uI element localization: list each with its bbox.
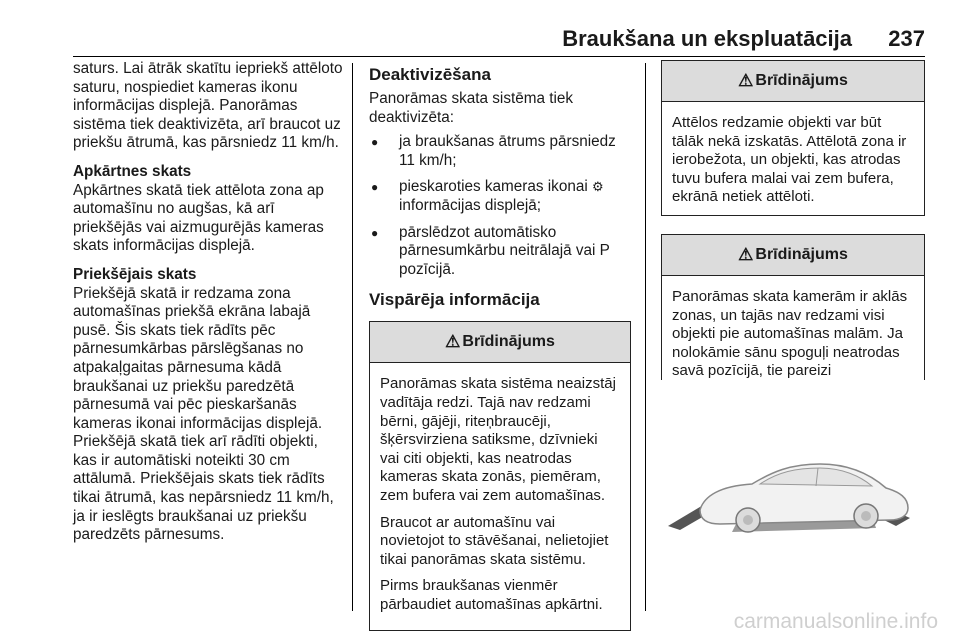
page-header: [0, 0, 960, 56]
warning-header: ⚠ Brīdinājums: [662, 61, 924, 102]
surround-view-heading: Apkārtnes skats: [73, 162, 192, 180]
column-left: [73, 60, 343, 555]
column-divider: [352, 63, 353, 611]
deactivation-heading: Deaktivizēšana: [369, 65, 491, 84]
general-info-heading: Vispārēja informācija: [369, 290, 540, 310]
warning-header: ⚠ Brīdinājums: [370, 322, 630, 363]
front-section: [73, 266, 343, 545]
list-item: ● ja braukšanas ātrums pārsniedz 11 km/h;: [369, 133, 631, 170]
warning-box: [661, 60, 925, 216]
chapter-title: Braukšana un ekspluatācija: [562, 26, 852, 51]
watermark: carmanualsonline.info: [733, 610, 938, 633]
warning-icon: ⚠: [445, 332, 461, 352]
column-divider: [645, 63, 646, 611]
column-middle: [369, 60, 631, 643]
warning-body: Panorāmas skata kamerām ir aklās zonas, un tajās nav redzami visi objekti pie automašīnas malām. Ja nolokāmie sānu spoguļi neatrodas savā pozīcijā, tie pareizi: [672, 287, 908, 380]
page-number: 237: [888, 26, 925, 51]
surround-view-text: Apkārtnes skatā tiek attēlota zona ap automašīnu no augšas, kā arī priekšējās vai aizmugurējās kameras skats informācijas displejā.: [73, 181, 324, 255]
warning-body: Attēlos redzamie objekti var būt tālāk nekā izskatās. Attēlotā zona ir ierobežota, un objekti, kas atrodas tuvu bufera malai vai zem bufera, ekrānā netiek attēloti.: [672, 114, 907, 206]
column-right: [661, 60, 925, 421]
header-rule: [73, 56, 925, 57]
surround-section: [73, 163, 343, 256]
warning-body: Panorāmas skata sistēma neaizstāj vadītāja redzi. Tajā nav redzami bērni, gājēji, riteņbraucēji, šķērsvirziena satiksme, dzīvnieki vai citi objekti, kas neatrodas kameras skata zonās, piemēram, zem bufera vai zem automašīnas. Braucot ar automašīnu vai novietojot to stāvēšanai, nelietojiet tikai panorāmas skata sistēmu. Pirms braukšanas vienmēr pārbaudiet automašīnas apkārtni.: [380, 375, 616, 613]
car-illustration: [660, 380, 926, 606]
intro-paragraph: saturs. Lai ātrāk skatītu iepriekš attēloto saturu, nospiediet kameras ikonu informācijas displejā. Panorāmas sistēma tiek deaktivizēta, arī braucot uz priekšu ātrumā, kas pārsniedz 11 km/h.: [73, 60, 343, 152]
warning-box: [369, 321, 631, 631]
deactivation-intro: Panorāmas skata sistēma tiek deaktivizēta:: [369, 90, 574, 126]
front-view-text: Priekšējā skatā ir redzama zona automašīnas priekšā ekrāna labajā pusē. Šis skats tiek rādīts pēc pārnesumkārbas pārslēgšanas no atpakaļgaitas pārnesuma kādā braukšanai uz priekšu paredzētā pārnesumā vai pēc pieskaršanās kameras ikonai informācijas displejā. Priekšējā skatā tiek arī rādīti objekti, kas ir automātiski noteikti 30 cm attālumā. Priekšējais skats tiek rādīts tikai ātrumā, kas nepārsniedz 11 km/h, ja ir ieslēgts braukšanai uz priekšu paredzēts pārnesums.: [73, 284, 334, 544]
warning-icon: ⚠: [738, 70, 754, 90]
deactivation-list: [369, 133, 631, 279]
front-view-heading: Priekšējais skats: [73, 265, 197, 283]
list-item: ● pieskaroties kameras ikonai ⚙ informācijas displejā;: [369, 178, 631, 215]
camera-icon: ⚙: [592, 179, 604, 195]
warning-header: ⚠ Brīdinājums: [662, 235, 924, 276]
warning-icon: ⚠: [738, 244, 754, 264]
list-item: ● pārslēdzot automātisko pārnesumkārbu neitrālajā vai P pozīcijā.: [369, 224, 631, 280]
